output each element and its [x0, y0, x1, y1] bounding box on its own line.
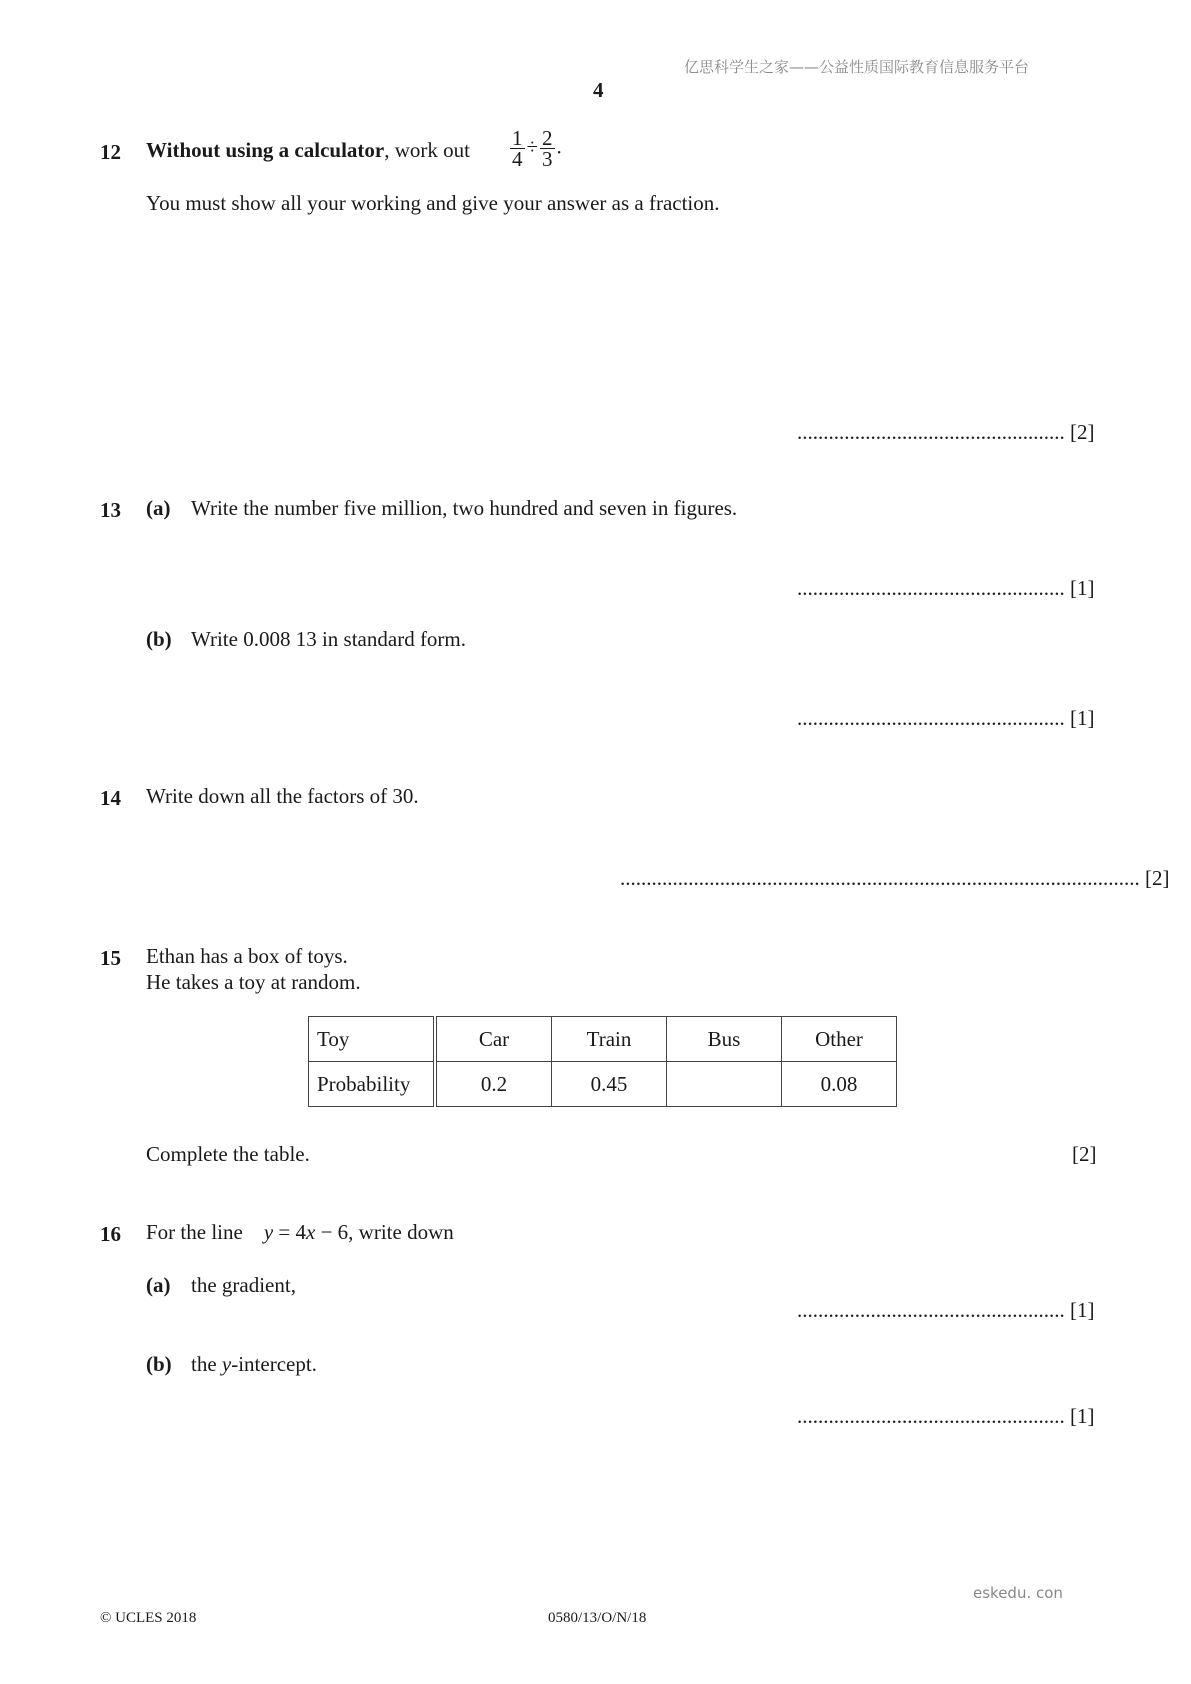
table-cell: Probability — [309, 1062, 436, 1107]
q14-marks: [2] — [1145, 866, 1170, 890]
q13b-label: (b) — [146, 627, 172, 651]
table-cell: 0.2 — [435, 1062, 552, 1107]
table-cell: 0.08 — [782, 1062, 897, 1107]
probability-table — [308, 1016, 897, 1107]
q15-marks: [2] — [1072, 1142, 1097, 1166]
footer-paper-code: 0580/13/O/N/18 — [548, 1610, 647, 1626]
q16a-text: the gradient, — [191, 1273, 296, 1297]
q12-prompt — [146, 137, 470, 163]
table-cell: Car — [435, 1017, 552, 1062]
footer-site-watermark: eskedu. con — [973, 1584, 1063, 1602]
q16a-answer-line: ................................................... [1] — [797, 1298, 1095, 1322]
q13a-label: (a) — [146, 496, 171, 520]
fraction-one-quarter: $\frac{1}{4}$ — [512, 126, 523, 171]
q15-line2: He takes a toy at random. — [146, 970, 361, 994]
q13b-answer-line: ................................................... [1] — [797, 706, 1095, 730]
table-cell: Train — [552, 1017, 667, 1062]
q12-text: , work out — [384, 138, 470, 162]
fraction-two-thirds: $\frac{2}{3}$ — [542, 126, 553, 171]
q16b-label: (b) — [146, 1352, 172, 1376]
q12-period: . — [556, 134, 562, 159]
question-number-13: 13 — [100, 498, 121, 522]
q15-line1: Ethan has a box of toys. — [146, 944, 348, 968]
q13b-text: Write 0.008 13 in standard form. — [191, 627, 467, 651]
q12-marks: [2] — [1070, 420, 1095, 444]
q13b-marks: [1] — [1070, 706, 1095, 730]
q12-bold-lead: Without using a calculator — [146, 138, 385, 162]
question-number-12: 12 — [100, 140, 121, 164]
table-cell: 0.45 — [552, 1062, 667, 1107]
q12-answer-line: ................................................... [2] — [797, 420, 1095, 444]
q12-expression — [508, 128, 562, 169]
q12-instruction: You must show all your working and give your answer as a fraction. — [146, 191, 720, 215]
footer-copyright: © UCLES 2018 — [100, 1610, 197, 1626]
q16a-marks: [1] — [1070, 1298, 1095, 1322]
q16b-answer-line: ................................................... [1] — [797, 1404, 1095, 1428]
q14-answer-line: ................................................................................................... [2] — [620, 866, 1170, 890]
table-row — [309, 1017, 897, 1062]
question-number-15: 15 — [100, 946, 121, 970]
equation-y: y — [263, 1220, 274, 1244]
division-sign: ÷ — [526, 134, 539, 159]
q16-prompt: For the line y = 4x − 6, write down — [146, 1220, 454, 1244]
bus-probability-answer-cell[interactable] — [667, 1062, 782, 1107]
equation-x: x — [306, 1220, 316, 1244]
q16a-label: (a) — [146, 1273, 171, 1297]
table-cell: Toy — [309, 1017, 436, 1062]
q15-instruction: Complete the table. — [146, 1142, 310, 1166]
question-number-14: 14 — [100, 786, 121, 810]
question-number-16: 16 — [100, 1222, 121, 1246]
page-number: 4 — [593, 78, 604, 102]
q16b-marks: [1] — [1070, 1404, 1095, 1428]
q13a-marks: [1] — [1070, 576, 1095, 600]
q16b-text: the y-intercept. — [191, 1352, 317, 1376]
table-cell: Other — [782, 1017, 897, 1062]
q14-text: Write down all the factors of 30. — [146, 784, 419, 808]
q13a-text: Write the number five million, two hundred and seven in figures. — [191, 496, 738, 520]
watermark-text: 亿思科学生之家——公益性质国际教育信息服务平台 — [684, 58, 1030, 76]
table-cell: Bus — [667, 1017, 782, 1062]
table-row — [309, 1062, 897, 1107]
q13a-answer-line: ................................................... [1] — [797, 576, 1095, 600]
